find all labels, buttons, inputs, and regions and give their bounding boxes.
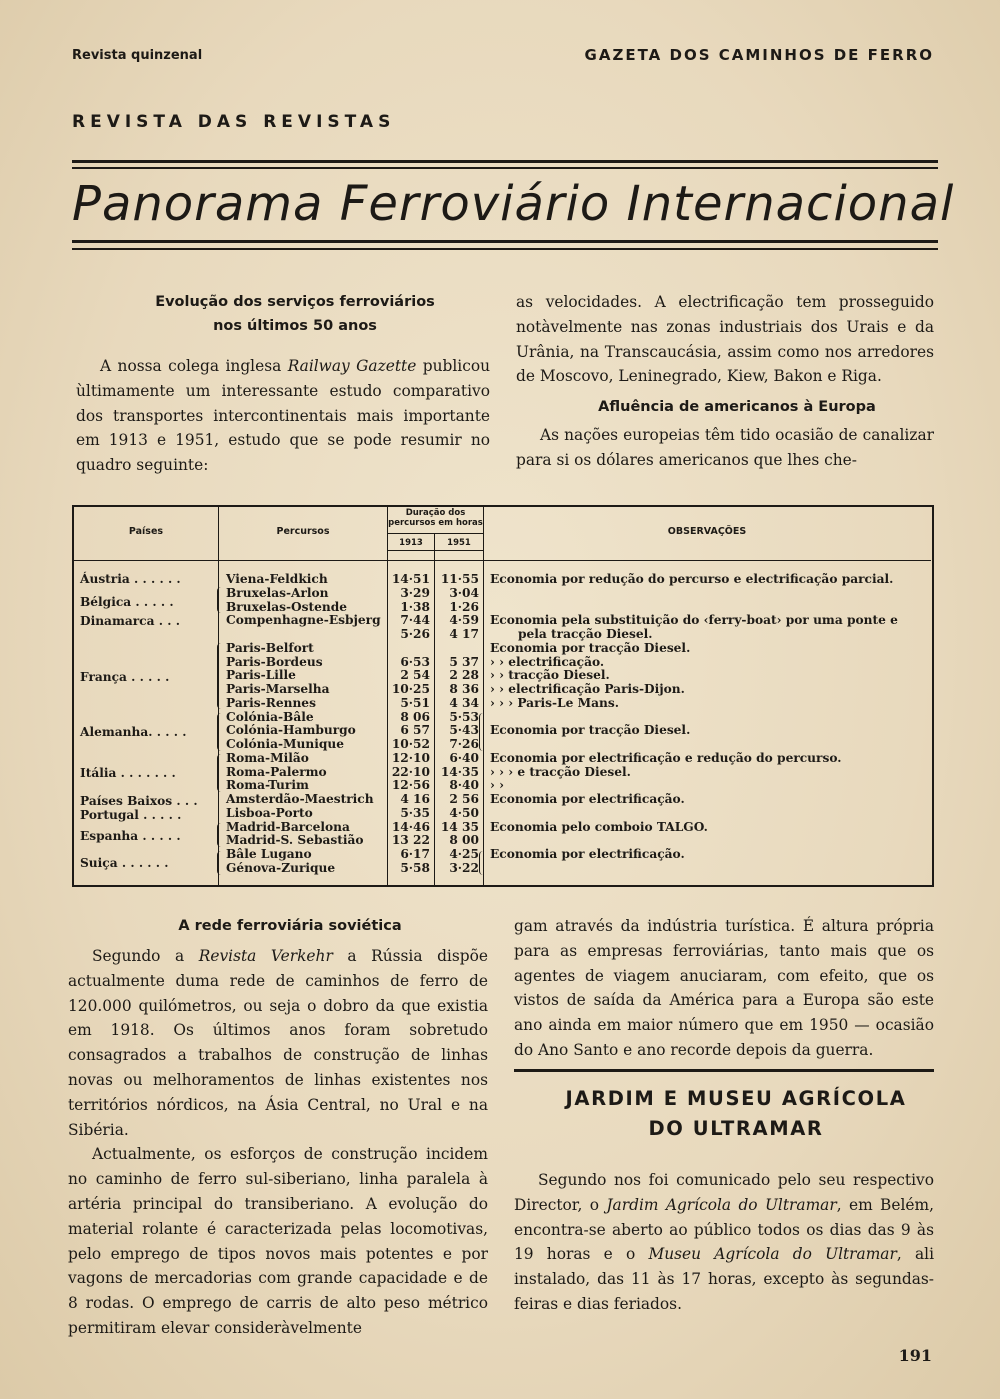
running-header-right: GAZETA DOS CAMINHOS DE FERRO	[584, 46, 934, 64]
article-heading: Afluência de americanos à Europa	[598, 399, 876, 416]
time-1951-cell: 4·50	[449, 805, 479, 820]
country-label: Portugal . . . . .	[80, 808, 182, 822]
note-cell: Economia por tracção Diesel.	[490, 723, 691, 738]
time-1951-cell: 3·22	[449, 860, 479, 875]
route-cell: Paris-Marselha	[226, 682, 330, 696]
route-cell: Colónia-Bâle	[226, 709, 314, 724]
running-header-left: Revista quinzenal	[72, 48, 203, 63]
route-cell: Roma-Milão	[226, 750, 309, 765]
article-continuation: gam através da indústria turística. É altura própria para as empresas ferroviárias, tanto mais que os agentes de viagem anuciaram, com efeito, que os vistos de saída da América para a Europa são este ano ainda em maior número que em 1950 — ocasião do Ano Santo e ano recorde depois da guerra.	[514, 917, 934, 1059]
time-1913-cell: 3·29	[400, 585, 430, 600]
time-1913-cell: 12·10	[391, 750, 430, 765]
time-1951-cell: 8 36	[449, 682, 479, 696]
route-cell: Amsterdão-Maestrich	[226, 792, 374, 806]
article-paragraph: Actualmente, os esforços de construção incidem no caminho de ferro sul-siberiano, linha paralela à artéria principal do transiberiano. A evolução do material rolante é caracterizada pelas locomotivas, pelo emprego de tipos novos mais potentes e por vagons de mercadorias com grande capacidade e de 8 rodas. O emprego de carris de alto peso métrico permitiram elevar consideràvelmente	[68, 1145, 488, 1337]
time-1913-cell: 12·56	[391, 778, 430, 793]
time-1951-cell: 5·53	[449, 709, 479, 724]
comparison-table	[72, 505, 934, 887]
note-cell: › › › Paris-Le Mans.	[490, 695, 619, 710]
title-rule-bottom	[72, 240, 938, 243]
route-cell: Lisboa-Porto	[226, 805, 313, 820]
group-brace	[217, 754, 223, 792]
time-1951-cell: 3·04	[449, 585, 479, 600]
note-cell: Economia por electrificação.	[490, 847, 685, 861]
group-brace	[217, 587, 223, 613]
article-heading-line2: DO ULTRAMAR	[648, 1117, 824, 1140]
article-paragraph: As nações europeias têm tido ocasião de canalizar para si os dólares americanos que lhes che-	[516, 426, 934, 469]
article-americans-continuation	[514, 914, 934, 1063]
title-rule-bottom-thin	[72, 248, 938, 250]
note-cell: › › tracção Diesel.	[490, 668, 610, 683]
time-1913-cell: 6·17	[400, 847, 430, 861]
time-1951-cell: 2 28	[449, 668, 479, 683]
route-cell: Génova-Zurique	[226, 860, 336, 875]
article-continuation: as velocidades. A electrificação tem prosseguido notàvelmente nas zonas industriais dos Urais e da Urânia, na Transcaucásia, assim como nos arredores de Moscovo, Leninegrado, Kiew, Bakon e Riga.	[516, 293, 934, 386]
group-brace	[217, 643, 223, 709]
article-paragraph: A nossa colega inglesa Railway Gazette publicou ùltimamente um interessante estudo comparativo dos transportes intercontinentais mais importante em 1913 e 1951, estudo que se pode resumir no quadro seguinte:	[76, 357, 490, 475]
time-1913-cell: 5·58	[400, 860, 430, 875]
time-1913-cell: 6·53	[400, 654, 430, 669]
group-brace	[217, 713, 223, 751]
time-1913-cell: 14·51	[391, 572, 430, 586]
time-1951-cell: 14·35	[440, 764, 479, 779]
time-1951-cell: 5 37	[449, 654, 479, 669]
time-1913-cell: 5·35	[400, 805, 430, 820]
time-1951-cell: 4 34	[449, 695, 479, 710]
route-cell: Colónia-Hamburgo	[226, 723, 356, 738]
country-label: Alemanha. . . . .	[80, 725, 187, 739]
group-brace	[217, 851, 223, 875]
country-label: França . . . . .	[80, 670, 170, 684]
note-cell: › ›	[490, 778, 504, 793]
time-1913-cell: 1·38	[400, 599, 430, 614]
country-label: Espanha . . . . .	[80, 829, 181, 843]
header-1951: 1951	[447, 538, 471, 548]
title-rule-top	[72, 160, 938, 163]
time-1951-cell: 6·40	[449, 750, 479, 765]
title-rule-top-thin	[72, 167, 938, 169]
article-heading: JARDIM E MUSEU AGRÍCOLA	[565, 1087, 907, 1110]
time-1951-cell: 8·40	[449, 778, 479, 793]
route-cell: Paris-Bordeus	[226, 654, 323, 669]
time-1913-cell: 5·51	[400, 695, 430, 710]
header-1913: 1913	[399, 538, 423, 548]
country-label: Áustria . . . . . .	[80, 572, 181, 586]
route-cell: Colónia-Munique	[226, 737, 345, 751]
group-brace	[479, 713, 485, 751]
group-brace	[217, 823, 223, 847]
note-cell: Economia pelo comboio TALGO.	[490, 819, 708, 834]
time-1951-cell: 5·43	[449, 723, 479, 738]
time-1913-cell: 10·52	[391, 737, 430, 751]
article-paragraph: Segundo a Revista Verkehr a Rússia dispõe actualmente duma rede de caminhos de ferro de 120.000 quilómetros, ou seja o dobro da que existia em 1918. Os últimos anos foram sobretudo consagrados a trabalhos de construção de linhas novas ou melhoramentos de linhas existentes nos territórios nórdicos, na Ásia Central, no Ural e na Sibéria.	[68, 947, 488, 1139]
note-cell: Economia por electrificação.	[490, 792, 685, 806]
time-1951-cell: 4·25	[449, 847, 479, 861]
note-cell: pela tracção Diesel.	[518, 627, 653, 641]
note-cell: Economia por electrificação e redução do percurso.	[490, 750, 842, 765]
time-1913-cell: 4 16	[400, 792, 430, 806]
time-1951-cell: 1·26	[449, 599, 479, 614]
country-label: Suiça . . . . . .	[80, 856, 169, 870]
route-cell: Madrid-Barcelona	[226, 819, 350, 834]
route-cell: Paris-Belfort	[226, 640, 314, 655]
route-cell: Paris-Lille	[226, 668, 296, 683]
route-cell: Bruxelas-Arlon	[226, 585, 329, 600]
time-1913-cell: 2 54	[400, 668, 430, 683]
time-1951-cell: 8 00	[449, 833, 479, 848]
note-cell: Economia por redução do percurso e electrificação parcial.	[490, 572, 894, 586]
page-number: 191	[898, 1346, 932, 1365]
country-label: Itália . . . . . . .	[80, 766, 176, 780]
page-title: Panorama Ferroviário Internacional	[72, 176, 955, 232]
route-cell: Roma-Turim	[226, 778, 309, 793]
article-heading: A rede ferroviária soviética	[178, 918, 402, 934]
header-notes: OBSERVAÇÕES	[667, 526, 747, 537]
section-kicker: REVISTA DAS REVISTAS	[72, 112, 396, 132]
article-ultramar	[514, 1084, 934, 1317]
time-1913-cell: 10·25	[391, 682, 430, 696]
time-1951-cell: 14 35	[440, 819, 479, 834]
route-cell: Bâle Lugano	[226, 847, 312, 861]
time-1913-cell: 5·26	[400, 627, 430, 641]
route-cell: Paris-Rennes	[226, 695, 316, 710]
route-cell: Compenhagne-Esbjerg	[226, 613, 381, 628]
article-paragraph: Segundo nos foi comunicado pelo seu respectivo Director, o Jardim Agrícola do Ultramar, em Belém, encontra-se aberto ao público todos os dias das 9 às 19 horas e o Museu Agrícola do Ultramar, ali instalado, das 11 às 17 horas, excepto às segundas-feiras e dias feriados.	[514, 1171, 935, 1313]
time-1951-cell: 11·55	[440, 572, 479, 586]
time-1913-cell: 22·10	[391, 764, 430, 779]
route-cell: Roma-Palermo	[226, 764, 327, 779]
ultramar-rule	[514, 1069, 934, 1072]
article-evolution	[76, 290, 490, 478]
time-1913-cell: 14·46	[391, 819, 430, 834]
time-1913-cell: 13 22	[391, 833, 430, 848]
note-cell: Economia pela substituição do ‹ferry-boat› por uma ponte e	[490, 613, 898, 628]
note-cell: › › electrificação Paris-Dijon.	[490, 682, 685, 696]
article-heading: Evolução dos serviços ferroviários	[155, 294, 435, 310]
group-brace	[479, 851, 485, 875]
time-1951-cell: 4·59	[449, 613, 479, 628]
header-duration: Duração dos percursos em horas	[388, 508, 483, 528]
route-cell: Viena-Feldkich	[226, 572, 328, 586]
time-1913-cell: 6 57	[400, 723, 430, 738]
article-continuation-and-americans	[516, 290, 934, 473]
time-1913-cell: 8 06	[400, 709, 430, 724]
route-cell: Bruxelas-Ostende	[226, 599, 348, 614]
note-cell: › › electrificação.	[490, 654, 605, 669]
time-1913-cell: 7·44	[400, 613, 430, 628]
country-label: Países Baixos . . .	[80, 794, 198, 808]
article-soviet-network	[68, 914, 488, 1341]
header-countries: Países	[128, 526, 164, 537]
note-cell: › › › e tracção Diesel.	[490, 764, 631, 779]
header-routes: Percursos	[276, 526, 330, 537]
article-heading-line2: nos últimos 50 anos	[213, 318, 377, 334]
country-label: Bélgica . . . . .	[80, 595, 174, 609]
note-cell: Economia por tracção Diesel.	[490, 640, 691, 655]
time-1951-cell: 2 56	[449, 792, 479, 806]
time-1951-cell: 4 17	[449, 627, 479, 641]
route-cell: Madrid-S. Sebastião	[226, 833, 364, 848]
country-label: Dinamarca . . .	[80, 614, 180, 628]
time-1951-cell: 7·26	[449, 737, 479, 751]
